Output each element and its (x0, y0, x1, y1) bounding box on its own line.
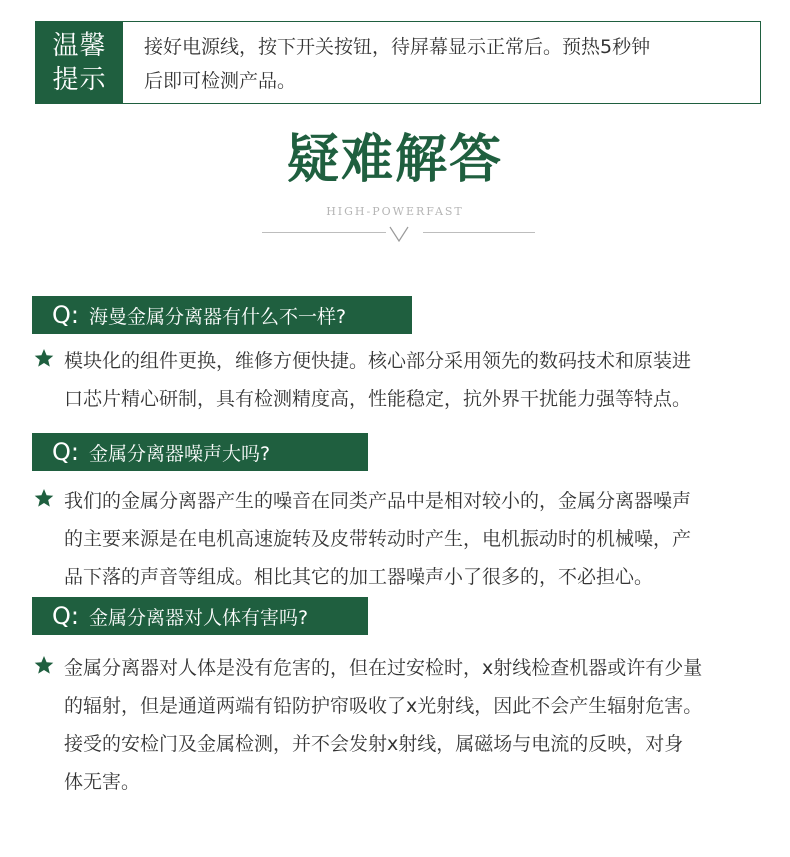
answer-block-3 (34, 649, 764, 801)
question-bar-2 (32, 433, 368, 471)
divider-line-right (423, 232, 535, 233)
q-mark: Q: (52, 301, 79, 329)
star-icon (34, 655, 54, 675)
tip-text-line1: 接好电源线，按下开关按钮，待屏幕显示正常后。预热5秒钟 (144, 36, 651, 58)
divider-line-left (262, 232, 386, 233)
q-mark: Q: (52, 438, 79, 466)
tip-label-line2: 提示 (52, 64, 107, 95)
answer-line: 口芯片精心研制，具有检测精度高，性能稳定，抗外界干扰能力强等特点。 (64, 388, 692, 410)
answer-line: 的主要来源是在电机高速旋转及皮带转动时产生，电机振动时的机械噪，产 (64, 528, 692, 550)
tip-box (35, 21, 761, 104)
question-text: 海曼金属分离器有什么不一样? (88, 305, 347, 328)
answer-text (64, 342, 764, 418)
section-title: 疑难解答 (286, 130, 503, 190)
answer-line: 的辐射，但是通道两端有铅防护帘吸收了x光射线，因此不会产生辐射危害。 (64, 695, 703, 717)
answer-line: 我们的金属分离器产生的噪音在同类产品中是相对较小的，金属分离器噪声 (64, 490, 692, 512)
answer-line: 接受的安检门及金属检测，并不会发射x射线，属磁场与电流的反映，对身 (64, 733, 684, 755)
question-bar-3 (32, 597, 368, 635)
question-text: 金属分离器对人体有害吗? (88, 606, 309, 629)
triangle-down-icon (388, 224, 410, 244)
q-mark: Q: (52, 602, 79, 630)
star-icon (34, 348, 54, 368)
star-icon (34, 488, 54, 508)
tip-label (36, 22, 123, 103)
answer-line: 品下落的声音等组成。相比其它的加工器噪声小了很多的，不必担心。 (64, 566, 654, 588)
answer-text (64, 649, 764, 801)
tip-label-line1: 温馨 (52, 30, 107, 61)
question-text: 金属分离器噪声大吗? (88, 442, 271, 465)
answer-line: 模块化的组件更换，维修方便快捷。核心部分采用领先的数码技术和原装进 (64, 350, 692, 372)
tip-text (123, 22, 760, 103)
answer-line: 体无害。 (64, 771, 141, 793)
question-bar-1 (32, 296, 412, 334)
answer-line: 金属分离器对人体是没有危害的，但在过安检时，x射线检查机器或许有少量 (64, 657, 703, 679)
tip-text-line2: 后即可检测产品。 (144, 70, 297, 92)
answer-block-2 (34, 482, 764, 596)
section-subtitle: HIGH-POWERFAST (326, 205, 464, 218)
answer-block-1 (34, 342, 764, 418)
answer-text (64, 482, 764, 596)
